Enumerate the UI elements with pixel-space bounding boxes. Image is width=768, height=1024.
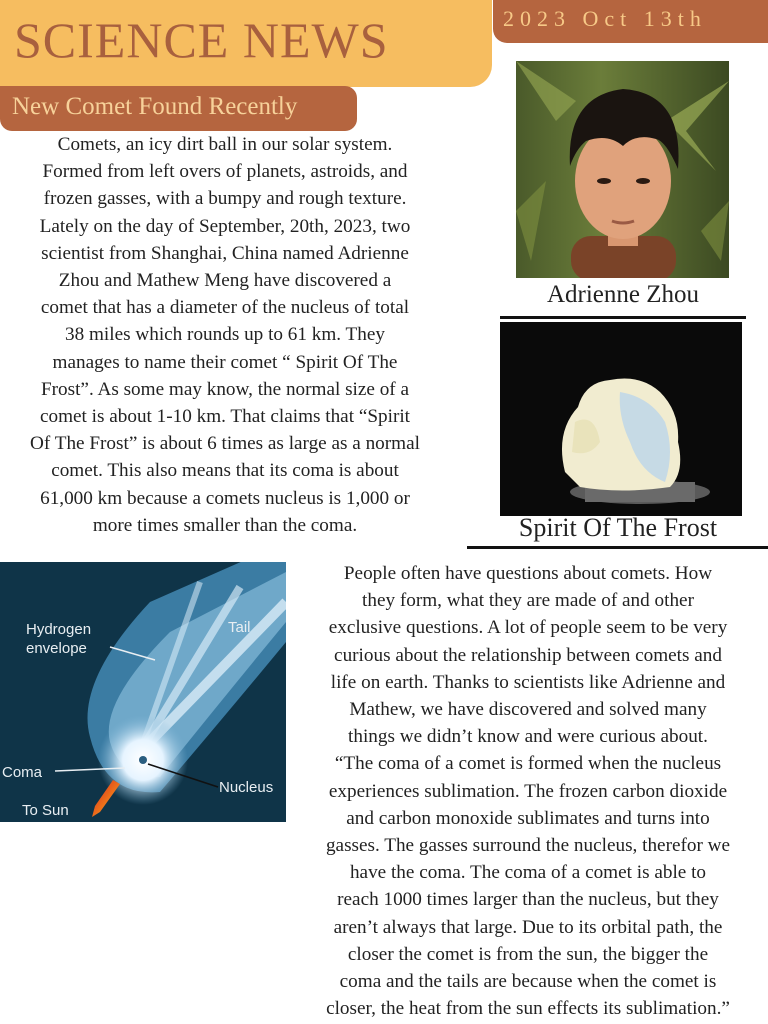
subtitle-banner bbox=[0, 86, 357, 131]
label-coma: Coma bbox=[2, 764, 43, 781]
article-line: coma and the tails are because when the comet is bbox=[339, 971, 717, 993]
article-line: exclusive questions. A lot of people seem to be very bbox=[328, 617, 728, 639]
article-line: closer the comet is from the sun, the bigger the bbox=[347, 943, 709, 965]
article-intro bbox=[0, 131, 450, 539]
portrait-illustration bbox=[516, 61, 729, 278]
article-line: things we didn’t know and were curious about. bbox=[348, 726, 708, 748]
article-line: scientist from Shanghai, China named Adrienne bbox=[41, 242, 409, 264]
article-line: experiences sublimation. The frozen carbon dioxide bbox=[328, 780, 728, 802]
comet-caption: Spirit Of The Frost bbox=[518, 513, 718, 542]
article-line: they form, what they are made of and other bbox=[362, 590, 694, 612]
date-banner bbox=[493, 0, 768, 43]
title-banner bbox=[0, 0, 492, 87]
adrienne-photo bbox=[516, 61, 729, 278]
article-line: gasses. The gasses surround the nucleus, therefor we bbox=[325, 835, 731, 857]
issue-date: 2023 Oct 13th bbox=[503, 6, 707, 31]
article-line: manages to name their comet “ Spirit Of The bbox=[52, 351, 398, 373]
label-tail: Tail bbox=[228, 619, 251, 636]
article-line: Lately on the day of September, 20th, 2023, two bbox=[39, 215, 411, 237]
comet-model-photo bbox=[500, 322, 742, 516]
article-line: 61,000 km because a comets nucleus is 1,000 or bbox=[40, 487, 410, 509]
label-to-sun: To Sun bbox=[22, 802, 69, 819]
article-headline: New Comet Found Recently bbox=[12, 93, 298, 120]
article-line: Mathew, we have discovered and solved many bbox=[349, 699, 707, 721]
article-line: frozen gasses, with a bumpy and rough texture. bbox=[43, 188, 407, 210]
article-line: People often have questions about comets. How bbox=[343, 563, 713, 584]
article-line: curious about the relationship between comets and bbox=[334, 644, 722, 666]
article-line: life on earth. Thanks to scientists like Adrienne and bbox=[330, 671, 726, 693]
article-line: Frost”. As some may know, the normal size of a bbox=[40, 378, 410, 400]
comet-diagram-drawing bbox=[0, 562, 286, 822]
article-line: more times smaller than the coma. bbox=[92, 514, 358, 536]
article-line: “The coma of a comet is formed when the nucleus bbox=[334, 753, 722, 775]
page-title: SCIENCE NEWS bbox=[14, 12, 389, 68]
article-line: aren’t always that large. Due to its orbital path, the bbox=[333, 916, 723, 938]
article-line: Zhou and Mathew Meng have discovered a bbox=[58, 270, 392, 292]
comet-rock-illustration bbox=[500, 322, 742, 516]
article-line: Comets, an icy dirt ball in our solar system. bbox=[57, 134, 393, 155]
article-line: comet that has a diameter of the nucleus of total bbox=[40, 297, 410, 319]
adrienne-caption: Adrienne Zhou bbox=[546, 281, 700, 308]
article-line: have the coma. The coma of a comet is able to bbox=[349, 862, 707, 884]
article-coma bbox=[288, 560, 768, 1022]
article-line: Of The Frost” is about 6 times as large as a normal bbox=[30, 433, 420, 455]
article-line: and carbon monoxide sublimates and turns into bbox=[346, 807, 710, 829]
label-hydrogen: Hydrogen bbox=[26, 621, 92, 638]
article-line: Formed from left overs of planets, astroids, and bbox=[42, 161, 408, 183]
label-nucleus: Nucleus bbox=[219, 779, 274, 796]
article-line: reach 1000 times larger than the nucleus, but they bbox=[337, 889, 719, 911]
article-line: comet is about 1-10 km. That claims that “Spirit bbox=[39, 406, 410, 428]
comet-anatomy-diagram bbox=[0, 562, 286, 822]
caption-divider bbox=[467, 546, 768, 549]
caption-divider bbox=[500, 316, 746, 319]
article-line: 38 miles which rounds up to 61 km. They bbox=[65, 324, 385, 346]
article-line: closer, the heat from the sun effects its sublimation.” bbox=[326, 998, 730, 1020]
article-line: comet. This also means that its coma is about bbox=[51, 460, 399, 482]
label-envelope: envelope bbox=[26, 640, 87, 657]
